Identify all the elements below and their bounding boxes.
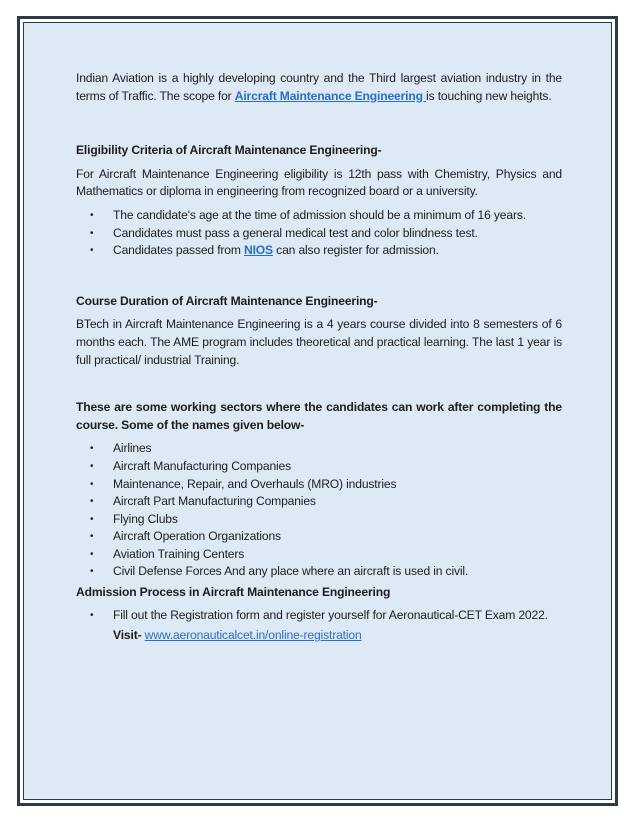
- list-item: • Fill out the Registration form and register yourself for Aeronautical-CET Exam 2022.: [76, 607, 562, 625]
- document-content: [76, 70, 562, 645]
- bullet-icon: •: [90, 460, 94, 472]
- nios-link[interactable]: NIOS: [244, 243, 273, 258]
- intro-text-after: is touching new heights.: [426, 88, 552, 103]
- bullet-icon: •: [90, 245, 94, 257]
- bullet-icon: •: [90, 478, 94, 490]
- bullet-icon: •: [90, 566, 94, 578]
- bullet-icon: •: [90, 548, 94, 560]
- bullet-icon: •: [90, 513, 94, 525]
- bullet-icon: •: [90, 531, 94, 543]
- intro-paragraph: [76, 70, 562, 105]
- list-item: • The candidate's age at the time of admission should be a minimum of 16 years.: [76, 207, 562, 225]
- visit-line: [76, 627, 562, 645]
- list-item: • Maintenance, Repair, and Overhauls (MRO) industries: [76, 476, 562, 494]
- list-item: • Aircraft Part Manufacturing Companies: [76, 493, 562, 511]
- list-item: • Candidates passed from NIOS can also register for admission.: [76, 242, 562, 260]
- list-item: • Aviation Training Centers: [76, 546, 562, 564]
- aircraft-maintenance-engineering-link[interactable]: Aircraft Maintenance Engineering: [234, 88, 427, 103]
- intro-text-before: Indian Aviation is a highly developing country and the Third largest aviation industry in the terms of Traffic. The scope for: [76, 71, 562, 103]
- duration-heading: Course Duration of Aircraft Maintenance Engineering-: [76, 293, 378, 308]
- list-item: • Aircraft Manufacturing Companies: [76, 458, 562, 476]
- sectors-list: [76, 440, 562, 581]
- registration-url-link[interactable]: www.aeronauticalcet.in/online-registration: [144, 628, 362, 643]
- bullet-icon: •: [90, 209, 94, 221]
- eligibility-paragraph: For Aircraft Maintenance Engineering eligibility is 12th pass with Chemistry, Physics and Mathematics or diploma in engineering from recognized board or a university.: [76, 166, 562, 199]
- list-item: • Civil Defense Forces And any place where an aircraft is used in civil.: [76, 563, 562, 581]
- visit-label: Visit-: [113, 628, 145, 643]
- list-item: • Airlines: [76, 440, 562, 458]
- list-item: • Flying Clubs: [76, 511, 562, 529]
- bullet-icon: •: [90, 227, 94, 239]
- duration-paragraph: BTech in Aircraft Maintenance Engineering is a 4 years course divided into 8 semesters of 6 months each. The AME program includes theoretical and practical learning. The last 1 year is full practical/ industrial Training.: [76, 317, 562, 367]
- bullet-icon: •: [90, 609, 94, 621]
- eligibility-list: [76, 207, 562, 260]
- admission-heading: Admission Process in Aircraft Maintenance Engineering: [76, 585, 391, 600]
- admission-list: [76, 607, 562, 625]
- bullet-icon: •: [90, 443, 94, 455]
- sectors-heading: These are some working sectors where the candidates can work after completing the course. Some of the names given below-: [76, 400, 562, 432]
- eligibility-heading: Eligibility Criteria of Aircraft Maintenance Engineering-: [76, 143, 382, 158]
- list-item: • Aircraft Operation Organizations: [76, 528, 562, 546]
- list-item: • Candidates must pass a general medical test and color blindness test.: [76, 225, 562, 243]
- bullet-icon: •: [90, 496, 94, 508]
